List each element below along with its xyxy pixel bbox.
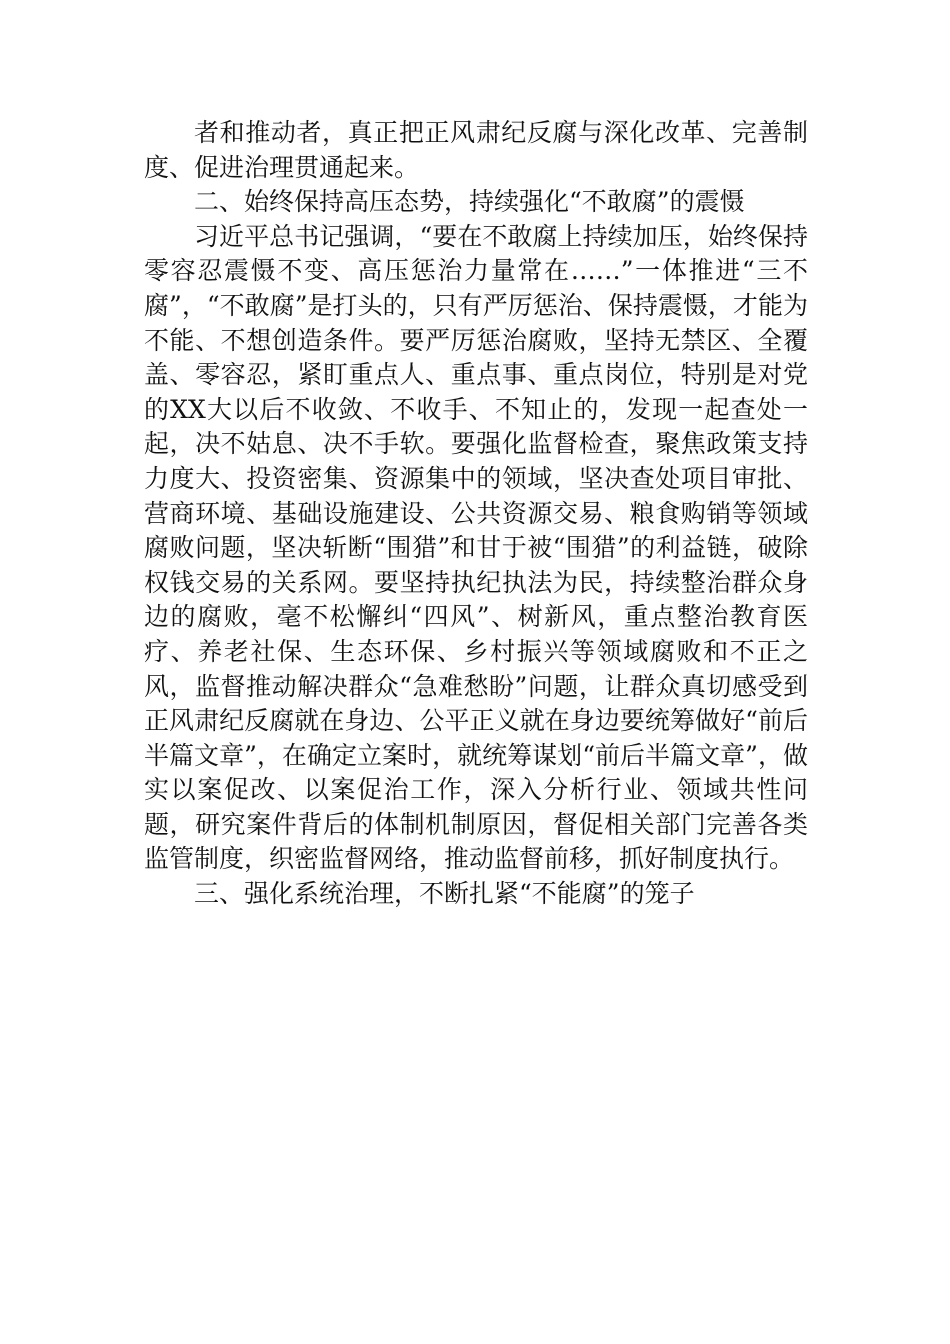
section-heading-3: 三、强化系统治理，不断扎紧“不能腐”的笼子 [194,879,695,909]
document-body [144,116,808,912]
paragraph-body: 习近平总书记强调，“要在不敢腐上持续加压，始终保持零容忍震慑不变、高压惩治力量常在……”一体推进“三不腐”，“不敢腐”是打头的，只有严厉惩治、保持震慑，才能为不能、不想创造条件。要严厉惩治腐败，坚持无禁区、全覆盖、零容忍，紧盯重点人、重点事、重点岗位，特别是对党的XX大以后不收敛、不收手、不知止的，发现一起查处一起，决不姑息、决不手软。要强化监督检查，聚焦政策支持力度大、投资密集、资源集中的领域，坚决查处项目审批、营商环境、基础设施建设、公共资源交易、粮食购销等领域腐败问题，坚决斩断“围猎”和甘于被“围猎”的利益链，破除权钱交易的关系网。要坚持执纪执法为民，持续整治群众身边的腐败，毫不松懈纠“四风”、树新风，重点整治教育医疗、养老社保、生态环保、乡村振兴等领域腐败和不正之风，监督推动解决群众“急难愁盼”问题，让群众真切感受到正风肃纪反腐就在身边、公平正义就在身边要统筹做好“前后半篇文章”，在确定立案时，就统筹谋划“前后半篇文章”，做实以案促改、以案促治工作，深入分析行业、领域共性问题，研究案件背后的体制机制原因，督促相关部门完善各类监管制度，织密监督网络，推动监督前移，抓好制度执行。 [144,221,808,874]
section-heading-2: 二、始终保持高压态势，持续强化“不敢腐”的震慑 [194,187,745,217]
paragraph-continued: 者和推动者，真正把正风肃纪反腐与深化改革、完善制度、促进治理贯通起来。 [144,118,808,182]
